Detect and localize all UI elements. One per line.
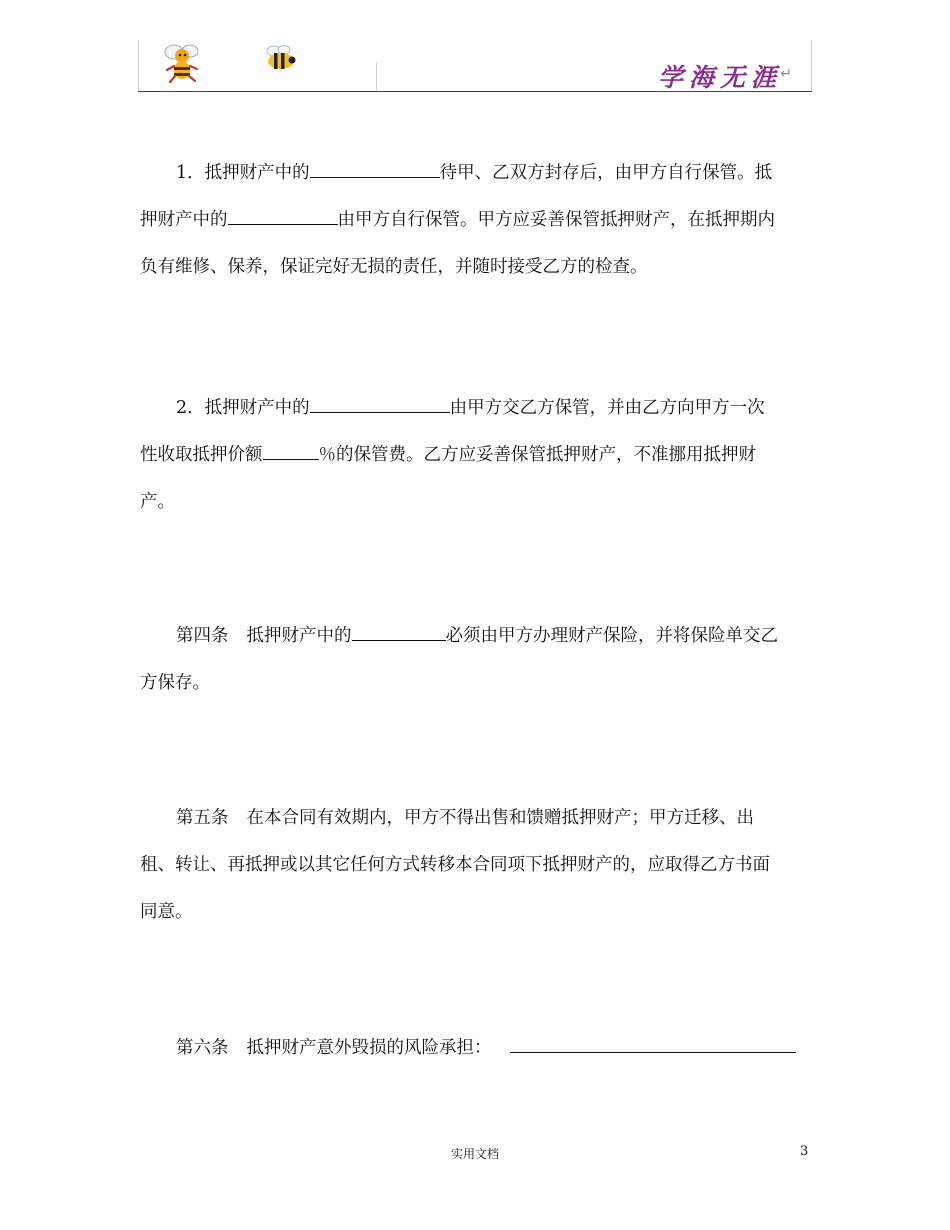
header-motto: 学海无涯 [657,63,782,92]
clause-1: 1．抵押财产中的 待甲、乙双方封存后，由甲方自行保管。抵 押财产中的 由甲方自行保管。甲方应妥善保管抵押财产，在抵押期内 负有维修、保养，保证完好无损的责任，并随时接受乙方的检查。 [140,150,812,291]
clause-2: 2．抵押财产中的 由甲方交乙方保管，并由乙方向甲方一次 性收取抵押价额 ％的保管费。乙方应妥善保管抵押财产，不准挪用抵押财 产。 [140,385,812,526]
fill-in-blank[interactable] [310,159,440,178]
article-title: 第四条 [176,626,229,646]
header-right-border [811,40,812,92]
footer-label: 实用文档 [450,1147,499,1161]
fill-in-blank[interactable] [352,622,446,641]
header-left-border [138,40,139,92]
bee-mascot-icon [162,42,202,84]
bee-icon [262,44,298,72]
fill-in-blank[interactable] [310,394,450,413]
fill-in-blank[interactable] [510,1034,796,1053]
article-title: 第六条 [176,1038,229,1058]
article-4: 第四条 抵押财产中的 必须由甲方办理财产保险，并将保险单交乙 方保存。 [140,613,812,707]
page-number: 3 [800,1144,809,1159]
page-header [138,40,812,92]
header-rule [138,91,812,92]
article-5: 第五条 在本合同有效期内，甲方不得出售和馈赠抵押财产；甲方迁移、出 租、转让、再抵押或以其它任何方式转移本合同项下抵押财产的，应取得乙方书面 同意。 [140,808,770,922]
article-6: 第六条 抵押财产意外毁损的风险承担： [140,1025,812,1072]
paragraph-return-mark: ↵ [780,66,792,82]
fill-in-blank[interactable] [228,206,338,225]
article-title: 第五条 [176,808,229,828]
fill-in-blank[interactable] [263,441,319,460]
clause-number: 2． [176,398,205,418]
header-divider [376,62,377,92]
clause-number: 1． [176,163,205,183]
